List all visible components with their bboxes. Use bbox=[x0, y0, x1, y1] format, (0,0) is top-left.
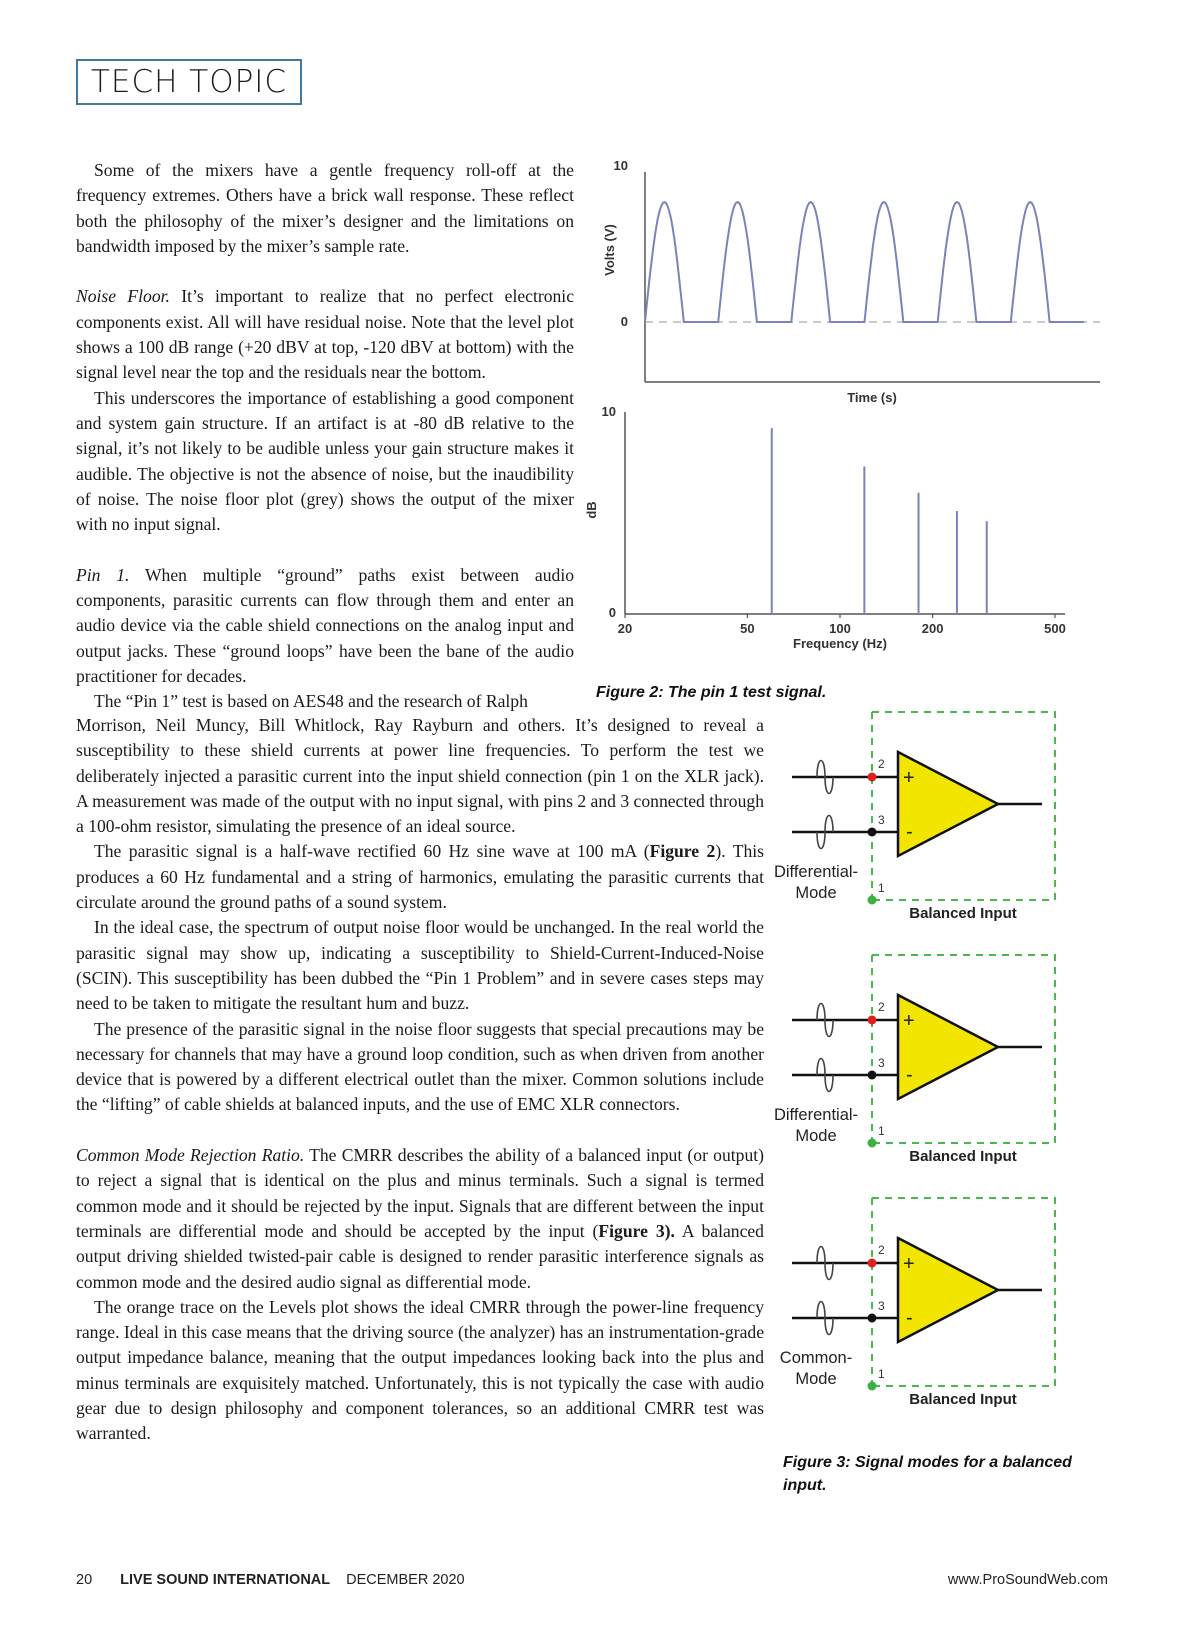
pin3-label: 3 bbox=[878, 1299, 885, 1313]
chart-volts bbox=[602, 158, 1100, 405]
balanced-input-panel-3 bbox=[780, 1198, 1055, 1408]
page-footer bbox=[76, 1572, 1108, 1596]
figure3-caption: Figure 3: Signal modes for a balanced input. bbox=[783, 1454, 1072, 1494]
pin2-label: 2 bbox=[878, 757, 885, 771]
spectrum-tick-top: 10 bbox=[601, 404, 616, 419]
footer-left bbox=[76, 1572, 465, 1588]
pin3-dot bbox=[868, 1314, 877, 1323]
website-link[interactable]: www.ProSoundWeb.com bbox=[947, 1572, 1108, 1588]
paragraph-noise-floor bbox=[76, 284, 574, 385]
noise-floor-heading: Noise Floor. bbox=[76, 286, 170, 307]
pin3-dot bbox=[868, 828, 877, 837]
article-column-upper bbox=[76, 158, 574, 715]
balanced-input-label: Balanced Input bbox=[909, 905, 1017, 922]
section-header: TECH TOPIC bbox=[76, 59, 302, 105]
paragraph-gain-structure: This underscores the importance of establishing a good component and system gain structure. If an artifact is at -80 dB relative to the signal, it’s not likely to be audible unless your gain structure makes it audible. The objective is not the absence of noise, but the inaudibility of noise. The noise floor plot (grey) shows the output of the mixer with no input signal. bbox=[76, 387, 574, 535]
chart-spectrum bbox=[584, 404, 1066, 651]
spectrum-tick-label: 200 bbox=[921, 621, 944, 636]
noise-floor-text: It’s important to realize that no perfect electronic components exist. All will have residual noise. Note that the level plot shows a 100 dB range (+20 dBV at top, -120 dBV at bottom) with the signal level near the top and the residuals near the bottom. bbox=[76, 286, 575, 383]
paragraph-pin1-test: Morrison, Neil Muncy, Bill Whitlock, Ray Rayburn and others. It’s designed to reveal a susceptibility to these shield currents at power line frequencies. To perform the test we deliberately injected a parasitic current into the input shield connection (pin 1 on the XLR jack). A measurement was made of the output with no input signal, with pins 2 and 3 connected through a 100-ohm resistor, simulating the presence of an ideal source. bbox=[76, 715, 764, 837]
paragraph-cmrr bbox=[76, 1143, 764, 1295]
spectrum-bars bbox=[772, 428, 987, 614]
minus-sign: - bbox=[906, 1307, 913, 1329]
spectrum-tick-label: 100 bbox=[829, 621, 851, 636]
pin1-dot bbox=[868, 1139, 877, 1148]
mode-label-line1: Common- bbox=[779, 1349, 853, 1367]
pin1-text: When multiple “ground” paths exist between audio components, parasitic currents can flow through them and enter an audio device via the cable shield connections on the analog input and output jacks. These “ground loops” have been the bane of the audio practitioner for decades. bbox=[76, 564, 575, 686]
cmrr-heading: Common Mode Rejection Ratio. bbox=[76, 1145, 305, 1166]
figure3-reference: Figure 3). bbox=[598, 1220, 675, 1241]
pin2-dot bbox=[868, 1259, 877, 1268]
spectrum-tick-zero: 0 bbox=[608, 605, 616, 620]
figure2-charts bbox=[584, 150, 1110, 680]
spectrum-tick-label: 500 bbox=[1044, 621, 1066, 636]
plus-sign: + bbox=[903, 1253, 915, 1275]
pin1-label: 1 bbox=[878, 881, 885, 895]
publication-name: LIVE SOUND INTERNATIONAL bbox=[120, 1572, 331, 1588]
figure2-reference: Figure 2 bbox=[649, 841, 716, 862]
mode-label-line1: Differential- bbox=[773, 1106, 859, 1124]
mode-label-line2: Mode bbox=[795, 884, 837, 902]
figure3-diagram bbox=[773, 712, 1090, 1432]
paragraph-ideal-case: In the ideal case, the spectrum of output noise floor would be unchanged. In the real world the parasitic signal may show up, indicating a susceptibility to Shield-Current-Induced-Noise (SCIN). This susceptibility has been dubbed the “Pin 1 Problem” and in severe cases steps may need to be taken to mitigate the resultant hum and buzz. bbox=[76, 917, 764, 1014]
paragraph-parasitic-signal bbox=[76, 839, 764, 915]
spectrum-tick-label: 50 bbox=[740, 621, 755, 636]
page-number: 20 bbox=[76, 1572, 93, 1588]
paragraph-pin1-test-start: The “Pin 1” test is based on AES48 and the research of Ralph bbox=[94, 691, 528, 712]
cmrr-text-b: A balanced output driving shielded twisted-pair cable is designed to render parasitic interference signals as common mode and the desired audio signal as differential mode. bbox=[76, 1220, 764, 1292]
volts-x-label: Time (s) bbox=[847, 390, 897, 405]
balanced-input-panel-1 bbox=[774, 712, 1055, 922]
volts-y-label: Volts (V) bbox=[602, 224, 617, 276]
pin1-label: 1 bbox=[878, 1367, 885, 1381]
paragraph-precautions: The presence of the parasitic signal in the noise floor suggests that special precautions may be necessary for channels that may have a ground loop condition, such as when driven from another device that is powered by a different electrical outlet than the mixer. Common solutions include the “lifting” of cable shields at balanced inputs, and the use of EMC XLR connectors. bbox=[76, 1018, 764, 1115]
pin2-dot bbox=[868, 1016, 877, 1025]
pin3-label: 3 bbox=[878, 813, 885, 827]
pin1-dot bbox=[868, 896, 877, 905]
mode-label-line2: Mode bbox=[795, 1127, 837, 1145]
issue-date: DECEMBER 2020 bbox=[346, 1572, 465, 1588]
minus-sign: - bbox=[906, 821, 913, 843]
minus-sign: - bbox=[906, 1064, 913, 1086]
pin3-dot bbox=[868, 1071, 877, 1080]
figure3-panels bbox=[774, 712, 1055, 1408]
cmrr-text-a: The CMRR describes the ability of a balanced input (or output) to reject a signal that is identical on the plus and minus terminals. Such a signal is termed common mode and it should be rejected by the input. Signals that are different between the input terminals are differential mode and should be accepted by the input ( bbox=[76, 1145, 764, 1241]
spectrum-tick-label: 20 bbox=[617, 621, 633, 636]
mode-label-line1: Differential- bbox=[773, 863, 859, 881]
paragraph-rolloff: Some of the mixers have a gentle frequency roll-off at the frequency extremes. Others have a brick wall response. These reflect both the philosophy of the mixer’s designer and the limitations on bandwidth imposed by the mixer’s sample rate. bbox=[76, 160, 574, 256]
volts-waveform bbox=[645, 202, 1084, 322]
pin3-label: 3 bbox=[878, 1056, 885, 1070]
spectrum-x-ticks bbox=[618, 614, 1066, 636]
parasitic-text-a: The parasitic signal is a half-wave rectified 60 Hz sine wave at 100 mA ( bbox=[94, 841, 650, 862]
volts-tick-top: 10 bbox=[613, 158, 628, 173]
pin2-label: 2 bbox=[878, 1000, 885, 1014]
balanced-input-label: Balanced Input bbox=[909, 1148, 1017, 1165]
pin2-label: 2 bbox=[878, 1243, 885, 1257]
volts-tick-zero: 0 bbox=[620, 314, 628, 329]
mode-label-line2: Mode bbox=[795, 1370, 837, 1388]
figure2-caption: Figure 2: The pin 1 test signal. bbox=[596, 684, 827, 701]
paragraph-pin1 bbox=[76, 563, 574, 689]
pin1-dot bbox=[868, 1382, 877, 1391]
balanced-input-label: Balanced Input bbox=[909, 1391, 1017, 1408]
plus-sign: + bbox=[903, 767, 915, 789]
pin1-label: 1 bbox=[878, 1124, 885, 1138]
balanced-input-panel-2 bbox=[774, 955, 1055, 1165]
pin1-heading: Pin 1. bbox=[76, 564, 130, 585]
spectrum-x-label: Frequency (Hz) bbox=[793, 636, 887, 651]
spectrum-y-label: dB bbox=[584, 501, 599, 519]
article-column-lower bbox=[76, 713, 764, 1447]
paragraph-orange-trace: The orange trace on the Levels plot shows the ideal CMRR through the power-line frequency range. Ideal in this case means that the driving source (the analyzer) has an instrumentation-grade output impedance balance, meaning that the output impedances looking back into the plus and minus terminals are exquisitely matched. Unfortunately, this is not typically the case with audio gear due to design philosophy and component tolerances, so an additional CMRR test was warranted. bbox=[76, 1296, 764, 1444]
plus-sign: + bbox=[903, 1010, 915, 1032]
parasitic-text-b: ). This produces a 60 Hz fundamental and a string of harmonics, emulating the parasitic currents that circulate around the ground paths of a sound system. bbox=[76, 841, 765, 913]
pin2-dot bbox=[868, 773, 877, 782]
